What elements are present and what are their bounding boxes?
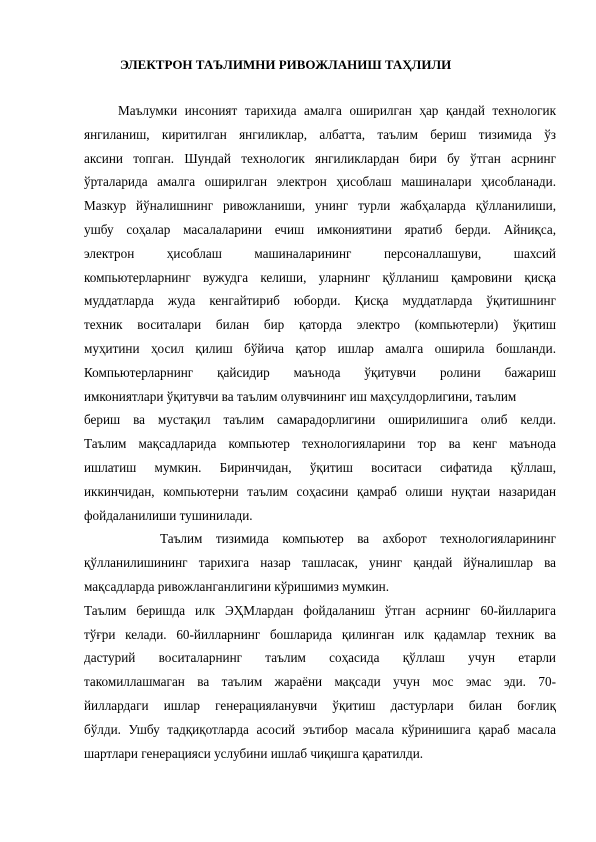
text-line: электрон ҳисоблаш машиналарининг персоналлашуви, шахсий — [84, 245, 556, 261]
text-line: дастурий воситаларнинг таълим соҳасида қўллаш учун етарли — [84, 650, 556, 666]
text-line: мақсадларда ривожланганлигини кўришимиз мумкин. — [84, 578, 389, 594]
text-line: компьютерларнинг вужудга келиши, уларнинг қўлланиш қамровини қисқа — [84, 269, 556, 285]
text-line: аксини топган. Шундай технологик янгиликлардан бири бу ўтган асрнинг — [84, 150, 556, 166]
text-line: ишлатиш мумкин. Биринчидан, ўқитиш воситаси сифатида қўллаш, — [84, 459, 556, 475]
text-line: фойдаланилиши тушинилади. — [84, 507, 253, 523]
text-line: имкониятлари ўқитувчи ва таълим олувчининг иш маҳсулдорлигини, таълим — [84, 388, 517, 404]
text-line: техник воситалари билан бир қаторда электро (компьютерли) ўқитиш — [84, 317, 556, 333]
text-line: муддатларда жуда кенгайтириб юборди. Қисқа муддатларда ўқитишнинг — [84, 293, 556, 309]
text-line: бериш ва мустақил таълим самарадорлигини оширилишига олиб келди. — [84, 412, 556, 428]
text-line: шартлари генерацияси услубини ишлаб чиқишга қаратилди. — [84, 745, 424, 761]
text-line: иккинчидан, компьютерни таълим соҳасини қамраб олиши нуқтаи назаридан — [84, 483, 556, 499]
text-line: муҳитини ҳосил қилиш бўйича қатор ишлар амалга оширила бошланди. — [84, 340, 556, 356]
text-line: такомиллашмаган ва таълим жараёни мақсади учун мос эмас эди. 70- — [84, 674, 556, 690]
text-line: янгиланиш, киритилган янгиликлар, албатта, таълим бериш тизимида ўз — [84, 126, 556, 142]
text-line: Таълим мақсадларида компьютер технологияларини тор ва кенг маънода — [84, 436, 556, 452]
text-line: Мазкур йўналишнинг ривожланиши, унинг турли жабҳаларда қўлланилиши, — [84, 198, 556, 214]
text-line: тўғри келади. 60-йилларнинг бошларида қилинган илк қадамлар техник ва — [84, 626, 556, 642]
text-line: ўрталарида амалга оширилган электрон ҳисоблаш машиналари ҳисобланади. — [84, 174, 556, 190]
text-line: ушбу соҳалар масалаларини ечиш имкониятини яратиб берди. Айниқса, — [84, 221, 556, 237]
document-body — [84, 99, 556, 765]
text-line: Маълумки инсоният тарихида амалга оширилган ҳар қандай технологик — [118, 103, 556, 118]
text-line: бўлди. Ушбу тадқиқотларда асосий эътибор масала кўринишига қараб масала — [84, 721, 556, 737]
text-line: Таълим беришда илк ЭҲМлардан фойдаланиш ўтган асрнинг 60-йилларига — [84, 602, 556, 618]
text-line: Компьютерларнинг қайсидир маънода ўқитувчи ролини бажариш — [84, 364, 556, 380]
document-title: ЭЛЕКТРОН ТАЪЛИМНИ РИВОЖЛАНИШ ТАҲЛИЛИ — [120, 57, 452, 72]
text-line: қўлланилишининг тарихига назар ташласак, унинг қандай йўналишлар ва — [84, 555, 556, 571]
text-line: Таълим тизимида компьютер ва ахборот технологияларининг — [160, 531, 556, 547]
text-line: йиллардаги ишлар генерацияланувчи ўқитиш дастурлари билан боғлиқ — [84, 697, 556, 713]
